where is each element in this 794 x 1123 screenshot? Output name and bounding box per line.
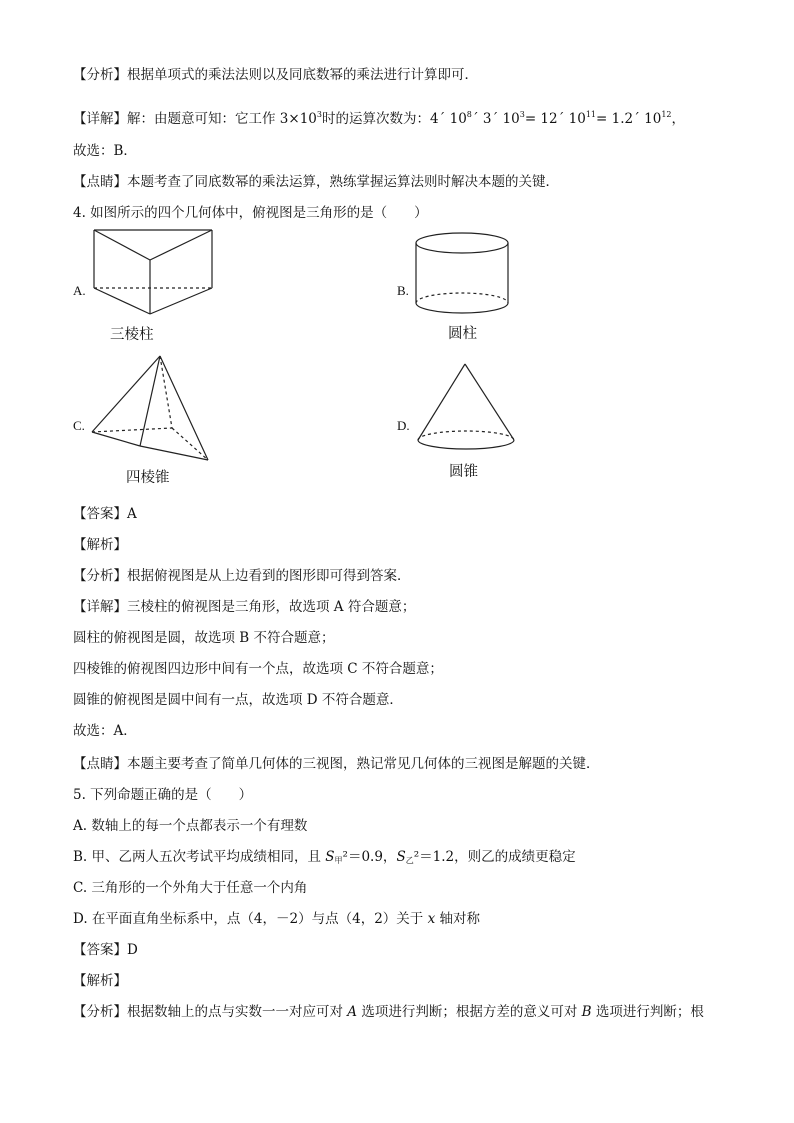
- option-5d: [73, 910, 480, 928]
- sup: 11: [585, 110, 597, 119]
- line-detail-4a: 【详解】三棱柱的俯视图是三角形，故选项 A 符合题意；: [73, 599, 416, 615]
- line-comment-1: 【点睛】本题考查了同底数幂的乘法运算，熟练掌握运算法则时解决本题的关键．: [73, 174, 559, 190]
- var-x: x: [427, 911, 436, 927]
- text: 轴对称: [435, 911, 480, 927]
- text: ，: [671, 111, 686, 127]
- cone-figure: [414, 360, 518, 456]
- question-4: 4. 如图所示的四个几何体中，俯视图是三角形的是（ ）: [73, 205, 428, 221]
- line-analysis-5: [73, 1003, 704, 1021]
- variance-symbol: S: [396, 849, 406, 865]
- line-analysis-1: 【分析】根据单项式的乘法法则以及同底数幂的乘法进行计算即可．: [73, 67, 478, 83]
- option-c-label: C.: [73, 418, 85, 433]
- text: 【详解】解：由题意可知：它工作 3×10: [73, 111, 317, 127]
- line-answer-4: 【答案】A: [73, 506, 137, 522]
- caption-pyramid: 四棱锥: [126, 470, 170, 486]
- sup: 3: [519, 110, 525, 119]
- line-detail-4b: 圆柱的俯视图是圆，故选项 B 不符合题意；: [73, 630, 335, 646]
- text: B. 甲、乙两人五次考试平均成绩相同，且: [73, 849, 326, 865]
- line-analysis-4: 【分析】根据俯视图是从上边看到的图形即可得到答案．: [73, 568, 411, 584]
- line-detail-4c: 四棱锥的俯视图四边形中间有一个点，故选项 C 不符合题意；: [73, 661, 443, 677]
- text: = 1.2´ 10: [596, 111, 662, 127]
- caption-cylinder: 圆柱: [448, 326, 477, 342]
- text: 【分析】根据数轴上的点与实数一一对应可对: [73, 1004, 348, 1020]
- text: 时的运算次数为：4´ 10: [321, 111, 467, 127]
- triangular-prism-figure: [88, 226, 218, 318]
- sub: 甲: [334, 856, 343, 865]
- text: ²＝1.2，则乙的成绩更稳定: [413, 849, 576, 865]
- line-answer-choice-1: 故选：B．: [73, 143, 137, 159]
- option-5b: [73, 848, 576, 870]
- line-comment-4: 【点睛】本题主要考查了简单几何体的三视图，熟记常见几何体的三视图是解题的关键．: [73, 756, 600, 772]
- text: ²＝0.9，: [342, 849, 397, 865]
- question-5: 5. 下列命题正确的是（ ）: [73, 787, 253, 803]
- var-b: B: [581, 1004, 592, 1020]
- option-d-label: D.: [397, 418, 410, 433]
- line-analysis-heading-5: 【解析】: [73, 973, 127, 989]
- text: 选项进行判断；根据方差的意义可对: [357, 1004, 582, 1020]
- option-a-label: A.: [73, 283, 86, 298]
- text: 选项进行判断；根: [591, 1004, 704, 1020]
- sub: 乙: [405, 856, 414, 865]
- line-answer-5: 【答案】D: [73, 942, 138, 958]
- text: = 12´ 10: [524, 111, 586, 127]
- variance-symbol: S: [325, 849, 335, 865]
- option-5a: A. 数轴上的每一个点都表示一个有理数: [73, 818, 308, 834]
- text: ´ 3´ 10: [471, 111, 520, 127]
- option-5c: C. 三角形的一个外角大于任意一个内角: [73, 880, 308, 896]
- option-b-label: B.: [397, 283, 409, 298]
- line-analysis-heading-4: 【解析】: [73, 537, 127, 553]
- line-choice-4: 故选：A．: [73, 723, 137, 739]
- caption-prism: 三棱柱: [110, 327, 154, 343]
- sup: 8: [466, 110, 472, 119]
- sup: 12: [661, 110, 672, 119]
- square-pyramid-figure: [88, 352, 214, 464]
- line-detail-4d: 圆锥的俯视图是圆中间有一点，故选项 D 不符合题意．: [73, 692, 403, 708]
- line-detail-1: [73, 106, 685, 128]
- var-a: A: [347, 1004, 358, 1020]
- text: D. 在平面直角坐标系中，点（4，－2）与点（4，2）关于: [73, 911, 428, 927]
- sup: 3: [316, 110, 322, 119]
- cylinder-figure: [412, 230, 516, 322]
- caption-cone: 圆锥: [449, 464, 478, 480]
